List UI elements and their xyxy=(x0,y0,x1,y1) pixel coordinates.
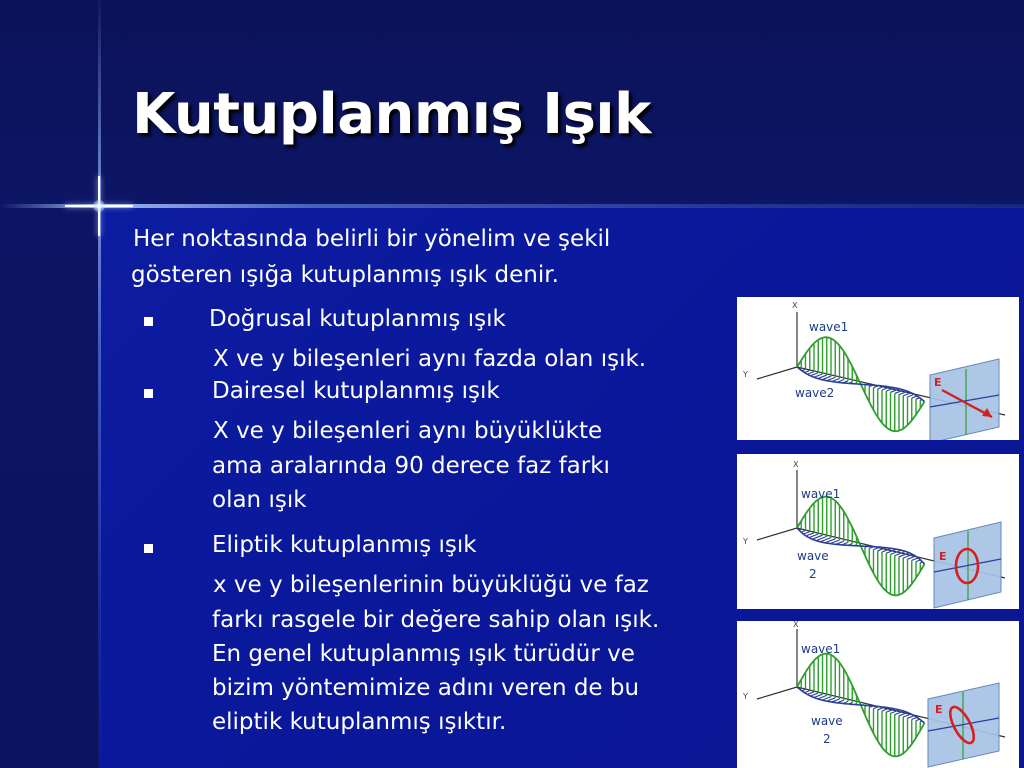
wave2-stripe xyxy=(908,716,915,719)
item-text-elliptical-5: eliptik kutuplanmış ışıktır. xyxy=(212,709,507,735)
wave2-stripe xyxy=(908,556,916,559)
item-heading-linear: Doğrusal kutuplanmış ışık xyxy=(209,306,506,332)
circular-polarization-diagram xyxy=(737,454,1019,609)
field-label: E xyxy=(935,703,943,716)
wave2-stripe xyxy=(912,558,918,560)
wave2-stripe xyxy=(908,394,915,397)
wave2-label: wave xyxy=(811,714,843,728)
item-text-circular-3: olan ışık xyxy=(212,487,307,513)
y-axis-line xyxy=(757,528,797,540)
y-axis-line xyxy=(757,687,797,699)
elliptical-polarization-diagram xyxy=(737,621,1019,768)
wave1-label: wave1 xyxy=(809,320,849,334)
wave1-label: wave1 xyxy=(801,642,841,656)
left-band xyxy=(0,207,100,768)
wave1-label: wave1 xyxy=(801,487,841,501)
bullet-marker xyxy=(144,389,153,398)
axis-x-label: X xyxy=(793,621,799,629)
wave2-label: wave2 xyxy=(795,386,835,400)
detector-plane xyxy=(930,359,999,440)
wave2-stripe xyxy=(803,532,809,534)
wave2-stripe xyxy=(807,372,814,375)
slide-title: Kutuplanmış Işık xyxy=(132,82,651,147)
axis-x-label: X xyxy=(792,301,798,310)
vertical-light-line xyxy=(98,0,101,768)
axis-x-label: X xyxy=(793,460,799,469)
horizontal-light-line xyxy=(0,204,1024,208)
item-text-elliptical-3: En genel kutuplanmış ışık türüdür ve xyxy=(212,641,635,667)
item-text-elliptical-1: x ve y bileşenlerinin büyüklüğü ve faz xyxy=(213,572,649,598)
elliptical-diagram-svg xyxy=(737,621,1019,768)
bullet-marker xyxy=(144,317,153,326)
wave2-stripe xyxy=(903,714,911,717)
item-heading-circular: Dairesel kutuplanmış ışık xyxy=(212,378,500,404)
item-text-linear-1: X ve y bileşenleri aynı fazda olan ışık. xyxy=(213,346,647,372)
wave2-stripe xyxy=(810,693,818,696)
item-text-circular-2: ama aralarında 90 derece faz farkı xyxy=(212,453,610,479)
intro-line-2: gösteren ışığa kutuplanmış ışık denir. xyxy=(131,262,559,288)
intro-line-1: Her noktasında belirli bir yönelim ve şekil xyxy=(133,226,611,252)
item-heading-elliptical: Eliptik kutuplanmış ışık xyxy=(212,532,477,558)
axis-y-label: Y xyxy=(743,692,748,701)
wave2-stripe xyxy=(807,692,814,695)
item-text-circular-1: X ve y bileşenleri aynı büyüklükte xyxy=(213,418,603,444)
axis-y-label: Y xyxy=(743,537,748,546)
linear-diagram-svg xyxy=(737,297,1019,440)
axis-y-label: Y xyxy=(743,370,748,379)
item-text-elliptical-2: farkı rasgele bir değere sahip olan ışık. xyxy=(212,607,660,633)
bullet-marker xyxy=(144,544,153,553)
linear-polarization-diagram xyxy=(737,297,1019,440)
wave2-number-label: 2 xyxy=(809,567,817,581)
circular-diagram-svg xyxy=(737,454,1019,609)
wave2-label: wave xyxy=(797,549,829,563)
wave2-stripe xyxy=(810,373,818,376)
field-label: E xyxy=(939,550,947,563)
wave2-number-label: 2 xyxy=(823,732,831,746)
item-text-elliptical-4: bizim yöntemimize adını veren de bu xyxy=(212,675,640,701)
wave2-stripe xyxy=(903,393,911,396)
field-label: E xyxy=(934,376,942,389)
wave2-stripe xyxy=(806,533,814,536)
y-axis-line xyxy=(757,367,797,379)
